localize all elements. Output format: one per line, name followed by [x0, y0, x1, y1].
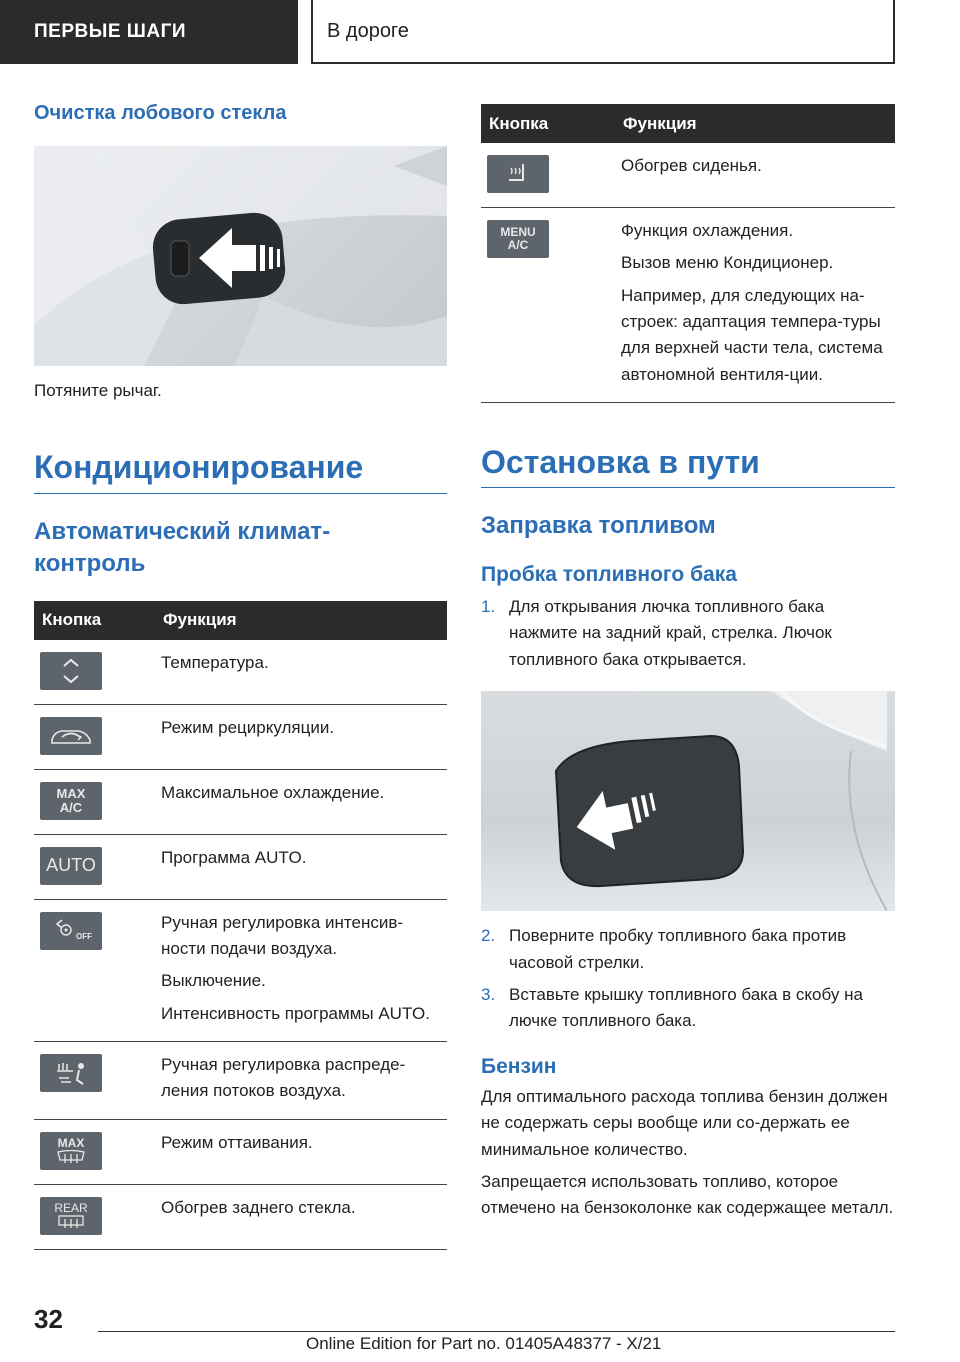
function-text: Например, для следующих на-строек: адаптация темпера-туры для верхней части тела, система автономной вентиля-ции.	[621, 285, 883, 384]
function-text: Режим рециркуляции.	[161, 717, 335, 737]
seat-button-table	[481, 104, 895, 403]
function-text: Ручная регулировка распреде-ления потоков воздуха.	[161, 1054, 406, 1101]
footer-divider	[98, 1331, 895, 1332]
recirculation-icon	[40, 717, 102, 755]
table-row	[34, 899, 447, 1041]
air-distribution-icon	[40, 1054, 102, 1092]
list-item	[481, 594, 895, 673]
auto-icon-label: AUTO	[46, 855, 96, 876]
header-chapter-label: В дороге	[327, 19, 409, 42]
climate-heading: Кондиционирование	[34, 448, 447, 493]
table-row	[34, 1119, 447, 1184]
lever-illustration	[34, 146, 447, 366]
table-row	[34, 1184, 447, 1249]
windshield-heading: Очистка лобового стекла	[34, 102, 287, 124]
stop-heading: Остановка в пути	[481, 443, 895, 488]
function-text: Интенсивность программы AUTO.	[161, 1003, 430, 1023]
function-text: Максимальное охлаждение.	[161, 782, 385, 802]
table-row	[34, 640, 447, 705]
table-row	[481, 208, 895, 403]
seat-heating-icon	[487, 155, 549, 193]
windshield-caption: Потяните рычаг.	[34, 381, 162, 400]
rear-defrost-icon	[40, 1197, 102, 1235]
fuel-steps-list	[481, 594, 895, 673]
left-column	[34, 100, 447, 1250]
auto-icon	[40, 847, 102, 885]
header-section-label: ПЕРВЫЕ ШАГИ	[34, 21, 187, 42]
step-text: Для открывания лючка топливного бака нажмите на задний край, стрелка. Лючок топливного бака открывается.	[509, 597, 832, 669]
table-header-function: Функция	[155, 601, 447, 640]
step-text: Вставьте крышку топливного бака в скобу на лючке топливного бака.	[509, 984, 863, 1031]
header-chapter	[311, 0, 895, 64]
menu-ac-icon	[487, 220, 549, 258]
list-item	[481, 982, 895, 1035]
fuel-flap-illustration	[481, 691, 887, 911]
fuel-cap-heading: Пробка топливного бака	[481, 562, 737, 586]
max-ac-icon	[40, 782, 102, 820]
function-text: Обогрев заднего стекла.	[161, 1197, 356, 1217]
lever-photo	[34, 146, 447, 366]
footer-edition: Online Edition for Part no. 01405A48377 - X/21	[306, 1334, 662, 1353]
fan-off-icon-label: OFF	[76, 932, 92, 942]
function-text: Температура.	[161, 652, 269, 672]
table-row	[34, 834, 447, 899]
table-row	[481, 143, 895, 208]
table-row	[34, 1041, 447, 1119]
table-header-button: Кнопка	[481, 104, 615, 143]
right-column	[481, 104, 895, 1222]
function-text: Ручная регулировка интенсив-ности подачи воздуха.	[161, 912, 404, 958]
function-text: Выключение.	[161, 971, 266, 991]
fuel-steps-list-continued	[481, 923, 895, 1034]
page-number: 32	[34, 1304, 63, 1334]
step-text: Поверните пробку топливного бака против часовой стрелки.	[509, 926, 847, 972]
temperature-arrows-icon	[40, 652, 102, 690]
header-section	[0, 0, 298, 64]
step-number: 2.	[481, 926, 496, 946]
max-defrost-icon-label: MAX	[57, 1136, 85, 1151]
auto-climate-heading: Автоматический климат-контроль	[34, 517, 331, 578]
fuel-flap-photo	[481, 691, 895, 911]
table-row	[34, 704, 447, 769]
function-text: Функция охлаждения.	[621, 221, 794, 240]
function-text: Режим оттаивания.	[161, 1132, 313, 1152]
max-defrost-icon	[40, 1132, 102, 1170]
max-ac-icon-label: MAX A/C	[56, 785, 86, 815]
petrol-heading: Бензин	[481, 1054, 557, 1078]
rear-defrost-icon-label: REAR	[54, 1201, 88, 1216]
climate-button-table	[34, 601, 447, 1250]
step-number: 1.	[481, 597, 496, 617]
petrol-paragraph-1: Для оптимального расхода топлива бензин должен не содержать серы вообще или со-держать ее минимальное количество.	[481, 1086, 888, 1159]
fan-off-icon	[40, 912, 102, 950]
step-number: 3.	[481, 984, 496, 1004]
function-text: Программа AUTO.	[161, 847, 307, 867]
list-item	[481, 923, 895, 976]
function-text: Вызов меню Кондиционер.	[621, 253, 834, 273]
menu-ac-icon-label: MENU A/C	[500, 225, 536, 252]
refuel-heading: Заправка топливом	[481, 512, 716, 540]
petrol-paragraph-2: Запрещается использовать топливо, которое отмечено на бензоколонке как содержащее металл.	[481, 1171, 894, 1218]
table-row	[34, 769, 447, 834]
table-header-function: Функция	[615, 104, 895, 143]
function-text: Обогрев сиденья.	[621, 156, 762, 175]
table-header-button: Кнопка	[34, 601, 155, 640]
